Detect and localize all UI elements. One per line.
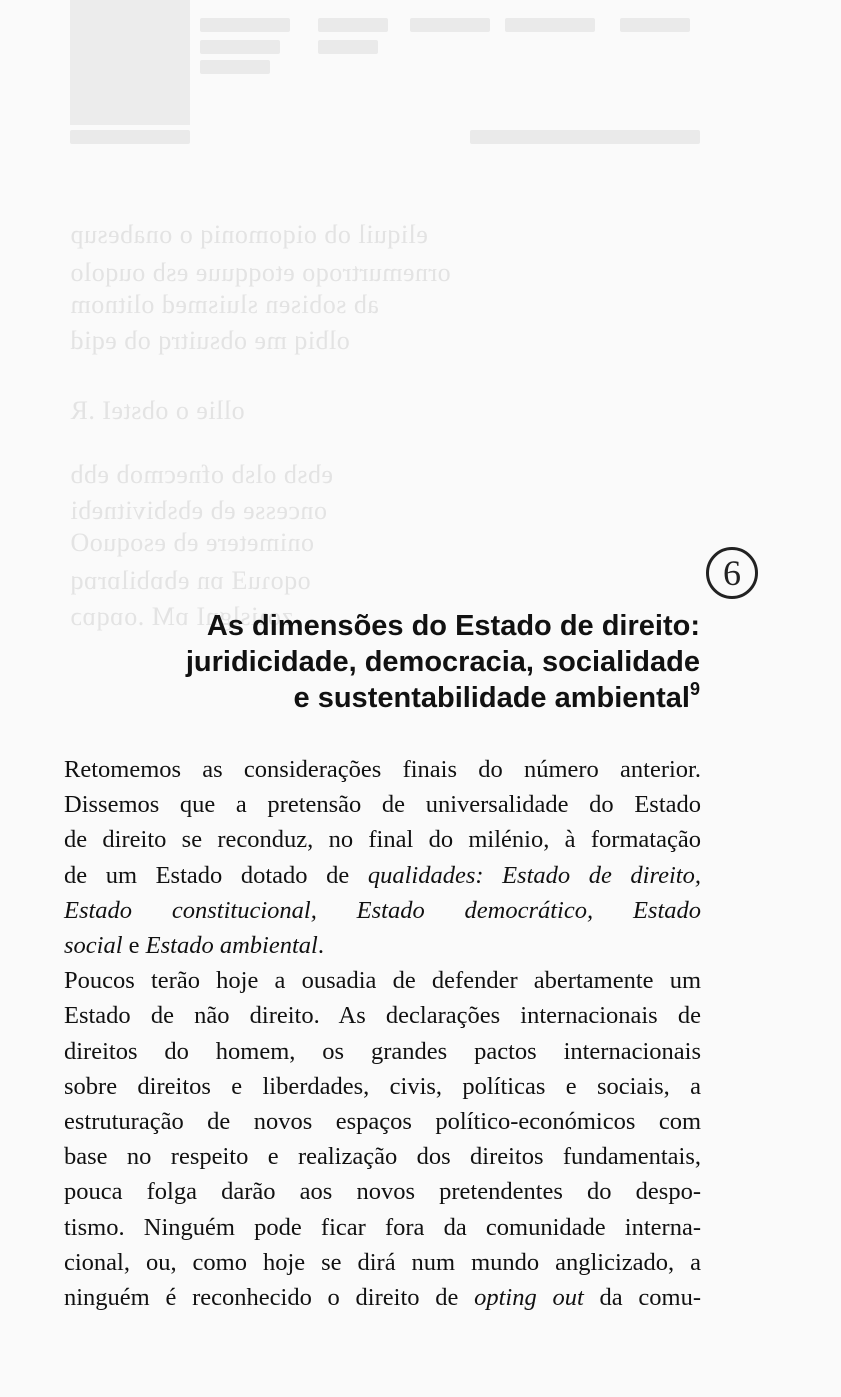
body-text — [64, 752, 701, 1315]
paragraph-1-line: Retomemos as considerações finais do número anterior. — [64, 756, 701, 783]
chapter-number-badge: 6 — [706, 547, 758, 599]
chapter-title-line-3: e sustentabilidade ambiental — [293, 682, 690, 714]
paragraph-2-line: pouca folga darão aos novos pretendentes do despo- — [64, 1178, 701, 1206]
paragraph-2-line: base no respeito e realização dos direitos fundamentais, — [64, 1143, 701, 1171]
paragraph-1-line: Dissemos que a pretensão de universalidade do Estado — [64, 791, 701, 819]
paragraph-2-line: Estado de não direito. As declarações internacionais de — [64, 1002, 701, 1030]
chapter-title — [100, 608, 700, 716]
paragraph-1-line: de um Estado dotado de qualidades: Estado de direito, — [64, 861, 701, 889]
paragraph-2-line: sobre direitos e liberdades, civis, políticas e sociais, a — [64, 1072, 701, 1100]
paragraph-2-line: Poucos terão hoje a ousadia de defender abertamente um — [64, 967, 701, 995]
chapter-title-line-2: juridicidade, democracia, socialidade — [185, 646, 700, 678]
paragraph-1-line: social e Estado ambiental. — [64, 932, 324, 960]
paragraph-2-line: direitos do homem, os grandes pactos internacionais — [64, 1037, 701, 1065]
paragraph-2-line: ninguém é reconhecido o direito de opting out da comu- — [64, 1284, 702, 1312]
paragraph-2-line: cional, ou, como hoje se dirá num mundo anglicizado, a — [64, 1248, 701, 1276]
reverse-page-show-through: eliquil ob oiqomoniq o onabesup ornemurtroqo etoqquue esb ouqolo ab sobisen sluismed olitnom olbiq me obsuitrq ob eqid ollie o obsteI .R ebsb olsb ofnecmob ebb oncesse eb ebsbivitnebi onimetere eb esoquoO oqoɿuƎ ɒn ebɒbilɒrɒq zoɿislgnI ɒM .oɒqɒɔ — [0, 0, 841, 1397]
paragraph-2-line: estruturação de novos espaços político-económicos com — [64, 1108, 701, 1136]
paragraph-1-line: de direito se reconduz, no final do milénio, à formatação — [64, 826, 701, 854]
footnote-reference: 9 — [689, 679, 700, 699]
paragraph-1-line: Estado constitucional, Estado democrático, Estado — [64, 896, 701, 924]
paragraph-2-line: tismo. Ninguém pode ficar fora da comunidade interna- — [64, 1213, 701, 1241]
chapter-title-line-1: As dimensões do Estado de direito: — [206, 610, 700, 642]
